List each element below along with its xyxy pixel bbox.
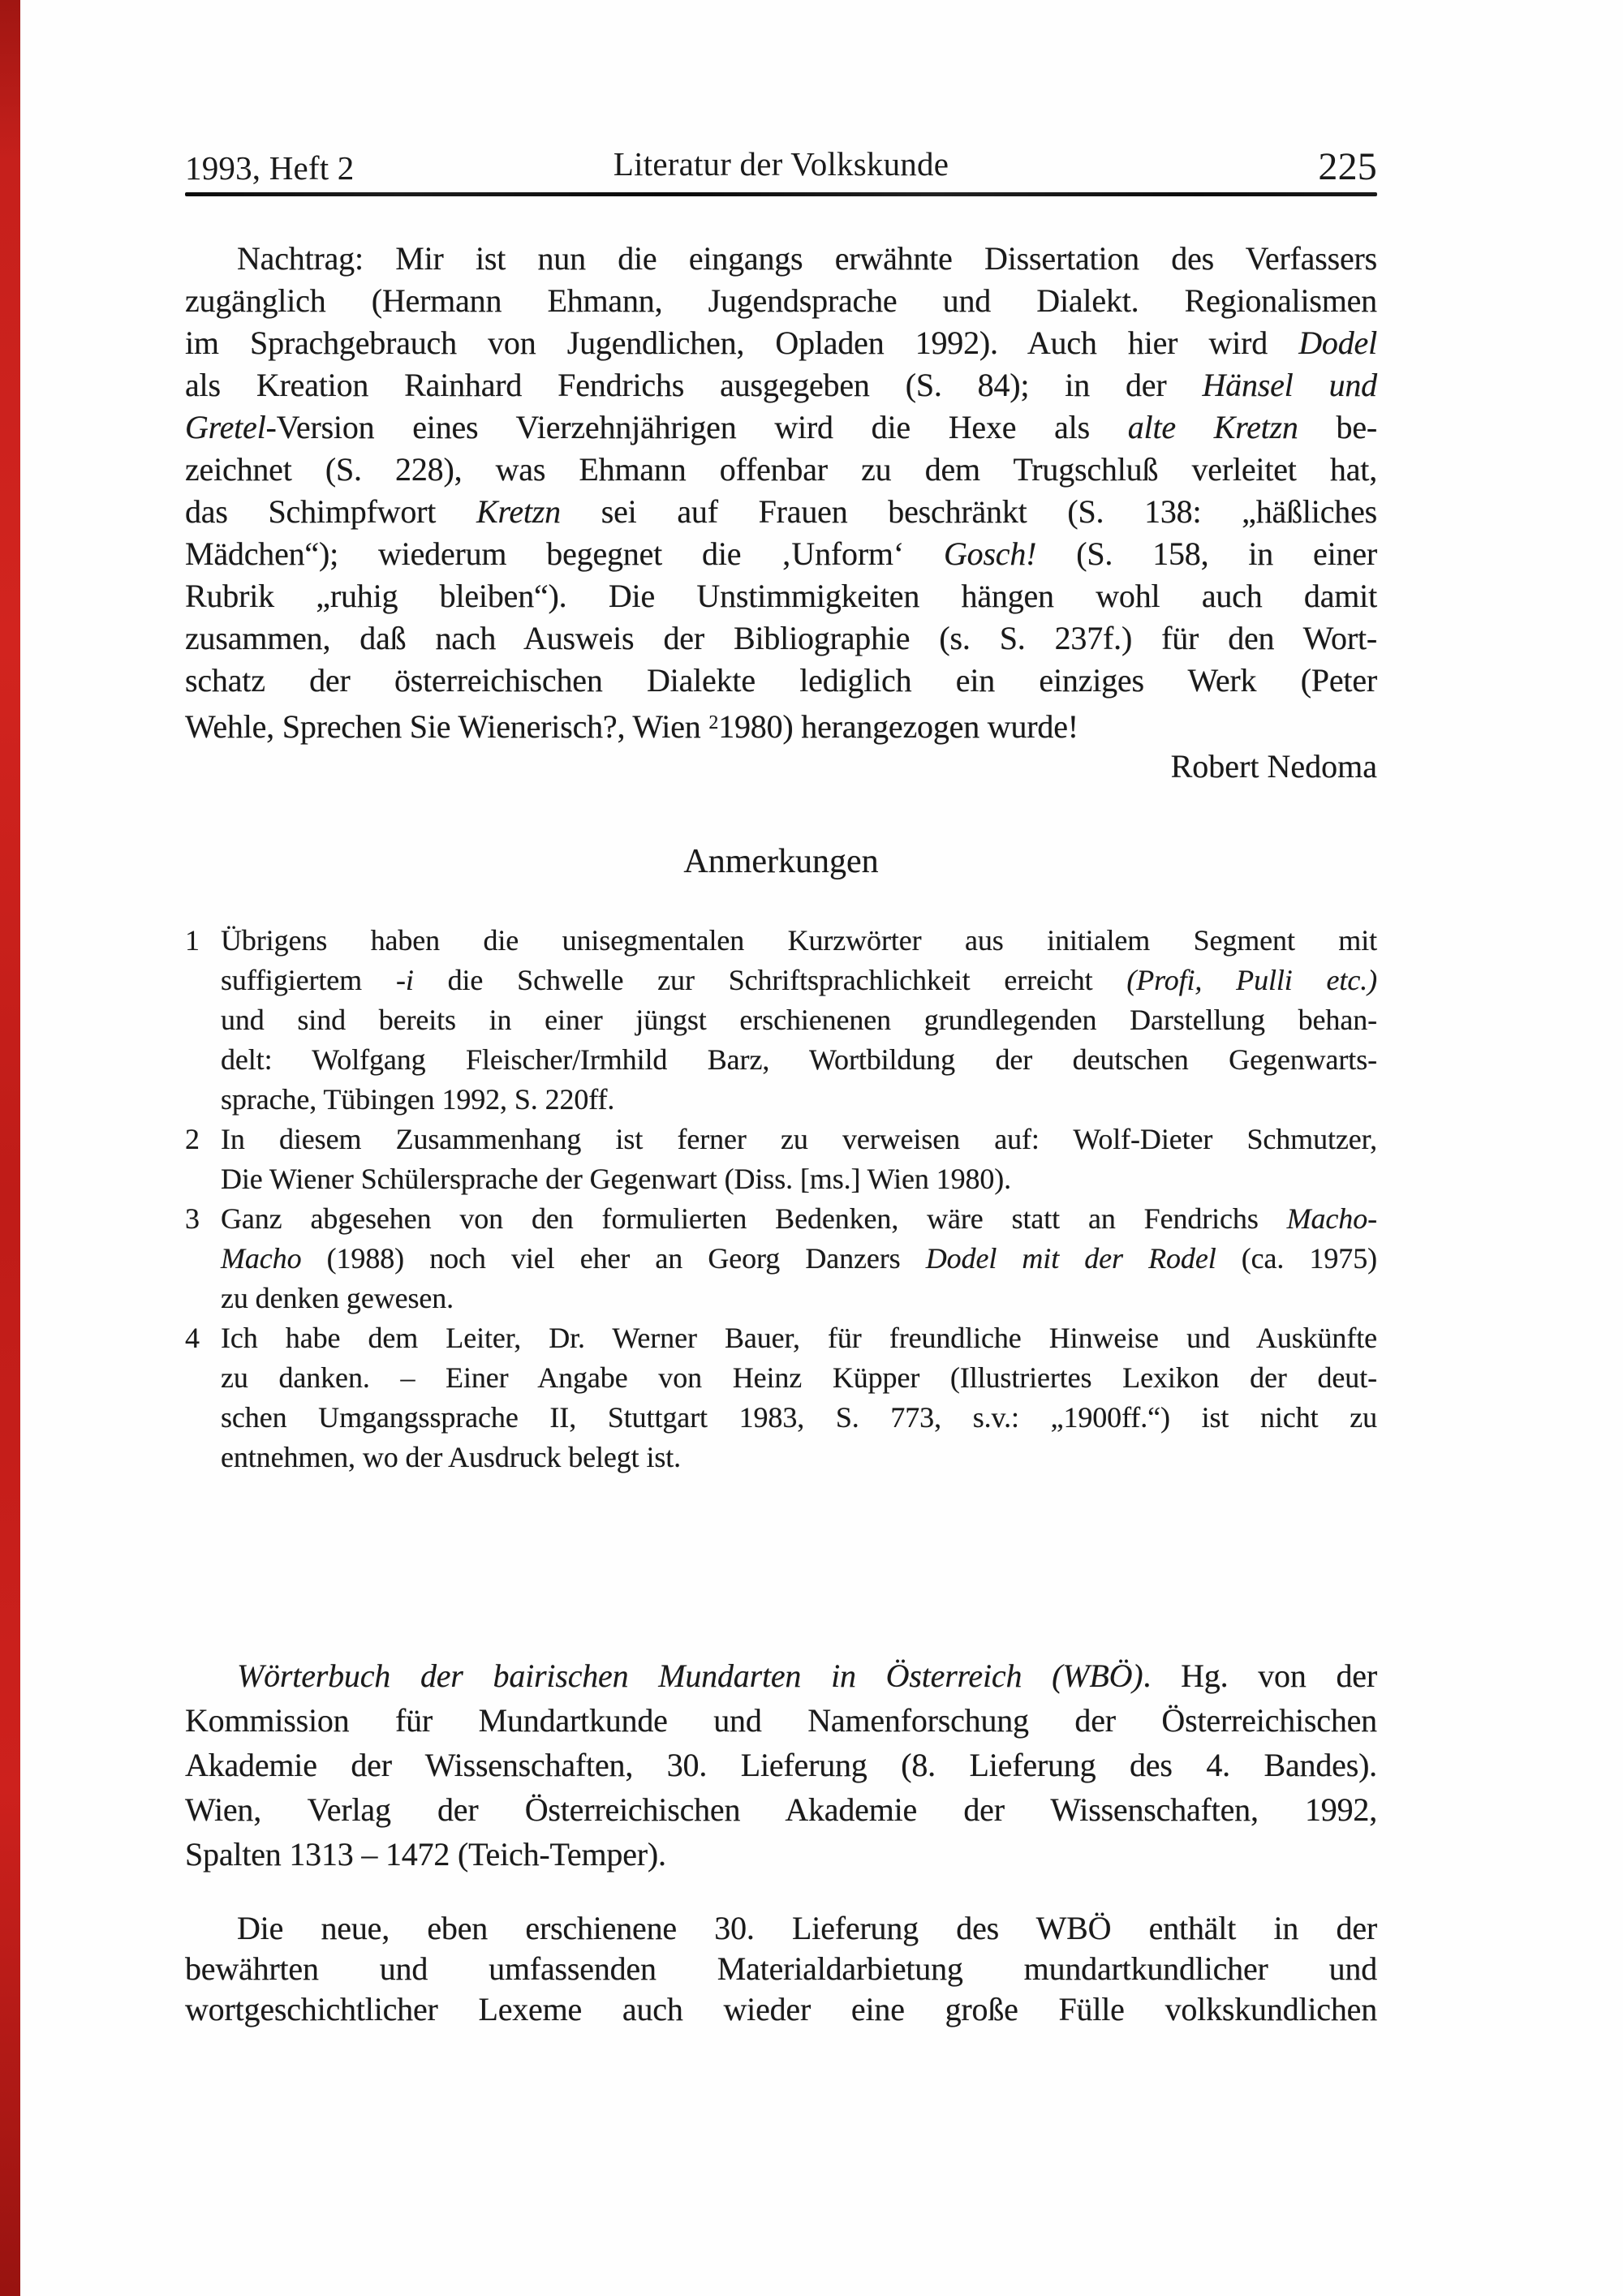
- text-segment: Rubrik „ruhig bleiben“). Die Unstimmigkeiten hängen wohl auch damit: [185, 578, 1377, 614]
- text-line: [221, 1279, 1377, 1318]
- text-segment: wortgeschichtlicher Lexeme auch wieder eine große Fülle volkskundlichen: [185, 1991, 1377, 2027]
- footnote-text: [221, 1120, 1377, 1199]
- notes-heading: Anmerkungen: [683, 843, 879, 880]
- footnote-number: 3: [185, 1202, 200, 1235]
- text-segment: Ganz abgesehen von den formulierten Bedenken, wäre statt an Fendrichs: [221, 1202, 1287, 1235]
- footnote-item: [185, 1318, 1377, 1477]
- text-segment: zusammen, daß nach Ausweis der Bibliographie (s. S. 237f.) für den Wort-: [185, 620, 1377, 656]
- text-segment: das Schimpfwort: [185, 493, 476, 530]
- text-line: [185, 533, 1377, 575]
- text-line: [185, 280, 1377, 322]
- text-segment: . Hg. von der: [1143, 1658, 1377, 1694]
- red-binding-edge: [0, 0, 20, 2296]
- footnote-number: 1: [185, 924, 200, 957]
- text-segment: zu danken. – Einer Angabe von Heinz Küpper (Illustriertes Lexikon der deut-: [221, 1361, 1377, 1394]
- footnote-item: [185, 1120, 1377, 1199]
- review-citation-paragraph: [185, 1653, 1377, 1877]
- text-segment: zu denken gewesen.: [221, 1282, 454, 1314]
- text-line: [185, 238, 1377, 280]
- text-line: [185, 1653, 1377, 1698]
- text-line: [221, 1438, 1377, 1477]
- footnote-text: [221, 1199, 1377, 1318]
- italic-text-segment: alte Kretzn: [1127, 409, 1298, 445]
- text-segment: sei auf Frauen beschränkt (S. 138: „häßliches: [560, 493, 1377, 530]
- text-line: [221, 1318, 1377, 1358]
- running-title: Literatur der Volkskunde: [613, 145, 949, 183]
- italic-text-segment: Kretzn: [476, 493, 561, 530]
- text-line: [185, 1698, 1377, 1743]
- text-line: [221, 1239, 1377, 1279]
- issue-label: 1993, Heft 2: [185, 149, 355, 187]
- italic-text-segment: Macho-: [1286, 1202, 1377, 1235]
- footnote-number: 4: [185, 1322, 200, 1354]
- text-segment: suffigiertem: [221, 964, 396, 996]
- italic-text-segment: Wörterbuch der bairischen Mundarten in Österreich (WBÖ): [237, 1658, 1143, 1694]
- italic-text-segment: Dodel mit der Rodel: [925, 1242, 1216, 1275]
- text-segment: be-: [1298, 409, 1377, 445]
- page-number: 225: [1318, 145, 1377, 188]
- text-segment: Kommission für Mundartkunde und Namenforschung der Österreichischen: [185, 1702, 1377, 1739]
- text-segment: zeichnet (S. 228), was Ehmann offenbar zu dem Trugschluß verleitet hat,: [185, 451, 1377, 488]
- italic-text-segment: Gretel: [185, 409, 266, 445]
- text-segment: als Kreation Rainhard Fendrichs ausgegeben (S. 84); in der: [185, 367, 1203, 403]
- text-line: [185, 364, 1377, 406]
- review-body-paragraph: [185, 1908, 1377, 2030]
- text-line: [185, 702, 1377, 748]
- italic-text-segment: Hänsel und: [1202, 367, 1377, 403]
- text-line: [185, 1989, 1377, 2030]
- text-segment: Akademie der Wissenschaften, 30. Lieferung (8. Lieferung des 4. Bandes).: [185, 1747, 1377, 1783]
- page-header: [185, 144, 1377, 189]
- text-segment: 1980) herangezogen wurde!: [718, 707, 1078, 745]
- text-line: [185, 1908, 1377, 1949]
- footnote-number: 2: [185, 1123, 200, 1155]
- text-segment: (ca. 1975): [1216, 1242, 1377, 1275]
- text-segment: delt: Wolfgang Fleischer/Irmhild Barz, Wortbildung der deutschen Gegenwarts-: [221, 1043, 1377, 1076]
- text-segment: bewährten und umfassenden Materialdarbietung mundartkundlicher und: [185, 1950, 1377, 1987]
- text-segment: (S. 158, in einer: [1036, 535, 1377, 572]
- text-segment: Ich habe dem Leiter, Dr. Werner Bauer, für freundliche Hinweise und Auskünfte: [221, 1322, 1377, 1354]
- text-segment: Wien, Verlag der Österreichischen Akademie der Wissenschaften, 1992,: [185, 1791, 1377, 1828]
- text-line: [221, 1159, 1377, 1199]
- text-segment: sprache, Tübingen 1992, S. 220ff.: [221, 1083, 615, 1116]
- nachtrag-paragraph: [185, 238, 1377, 748]
- italic-text-segment: Dodel: [1298, 325, 1377, 361]
- text-segment: die Schwelle zur Schriftsprachlichkeit erreicht: [413, 964, 1127, 996]
- text-segment: Die neue, eben erschienene 30. Lieferung des WBÖ enthält in der: [237, 1910, 1377, 1946]
- superscript-segment: 2: [708, 712, 719, 733]
- text-segment: schen Umgangssprache II, Stuttgart 1983, S. 773, s.v.: „1900ff.“) ist nicht zu: [221, 1401, 1377, 1434]
- text-line: [185, 1832, 1377, 1877]
- footnote-text: [221, 1318, 1377, 1477]
- text-line: [221, 1120, 1377, 1159]
- text-segment: Nachtrag: Mir ist nun die eingangs erwähnte Dissertation des Verfassers: [237, 240, 1377, 277]
- footnote-text: [221, 921, 1377, 1120]
- text-segment: Spalten 1313 – 1472 (Teich-Temper).: [185, 1836, 666, 1872]
- text-line: [185, 449, 1377, 491]
- text-line: [185, 575, 1377, 617]
- footnotes-section: [185, 921, 1377, 1477]
- text-line: [221, 1000, 1377, 1040]
- header-rule: [185, 192, 1377, 196]
- text-line: [185, 1743, 1377, 1787]
- text-line: [221, 1398, 1377, 1438]
- footnote-item: [185, 921, 1377, 1120]
- text-line: [185, 1949, 1377, 1989]
- italic-text-segment: Macho: [221, 1242, 302, 1275]
- italic-text-segment: -i: [395, 964, 414, 996]
- text-line: [221, 1040, 1377, 1080]
- text-line: [221, 921, 1377, 961]
- italic-text-segment: Gosch!: [943, 535, 1037, 572]
- text-line: [221, 1080, 1377, 1120]
- italic-text-segment: (Profi, Pulli etc.): [1126, 964, 1377, 996]
- author-signature: Robert Nedoma: [1170, 748, 1377, 785]
- text-line: [185, 1787, 1377, 1832]
- text-line: [185, 406, 1377, 449]
- footnote-item: [185, 1199, 1377, 1318]
- text-line: [221, 961, 1377, 1000]
- text-segment: zugänglich (Hermann Ehmann, Jugendsprache und Dialekt. Regionalismen: [185, 282, 1377, 319]
- text-segment: (1988) noch viel eher an Georg Danzers: [301, 1242, 926, 1275]
- text-segment: In diesem Zusammenhang ist ferner zu verweisen auf: Wolf-Dieter Schmutzer,: [221, 1123, 1377, 1155]
- text-segment: schatz der österreichischen Dialekte lediglich ein einziges Werk (Peter: [185, 662, 1377, 699]
- text-segment: Die Wiener Schülersprache der Gegenwart (Diss. [ms.] Wien 1980).: [221, 1163, 1012, 1195]
- text-segment: Wehle, Sprechen Sie Wienerisch?, Wien: [185, 707, 709, 745]
- text-line: [185, 491, 1377, 533]
- text-line: [185, 617, 1377, 660]
- text-segment: und sind bereits in einer jüngst erschienenen grundlegenden Darstellung behan-: [221, 1004, 1377, 1036]
- text-segment: im Sprachgebrauch von Jugendlichen, Opladen 1992). Auch hier wird: [185, 325, 1299, 361]
- text-line: [185, 322, 1377, 364]
- text-line: [185, 660, 1377, 702]
- text-segment: -Version eines Vierzehnjährigen wird die Hexe als: [265, 409, 1128, 445]
- text-segment: Übrigens haben die unisegmentalen Kurzwörter aus initialem Segment mit: [221, 924, 1377, 957]
- text-line: [221, 1199, 1377, 1239]
- text-segment: entnehmen, wo der Ausdruck belegt ist.: [221, 1441, 682, 1473]
- text-segment: Mädchen“); wiederum begegnet die ‚Unform‘: [185, 535, 944, 572]
- text-line: [221, 1358, 1377, 1398]
